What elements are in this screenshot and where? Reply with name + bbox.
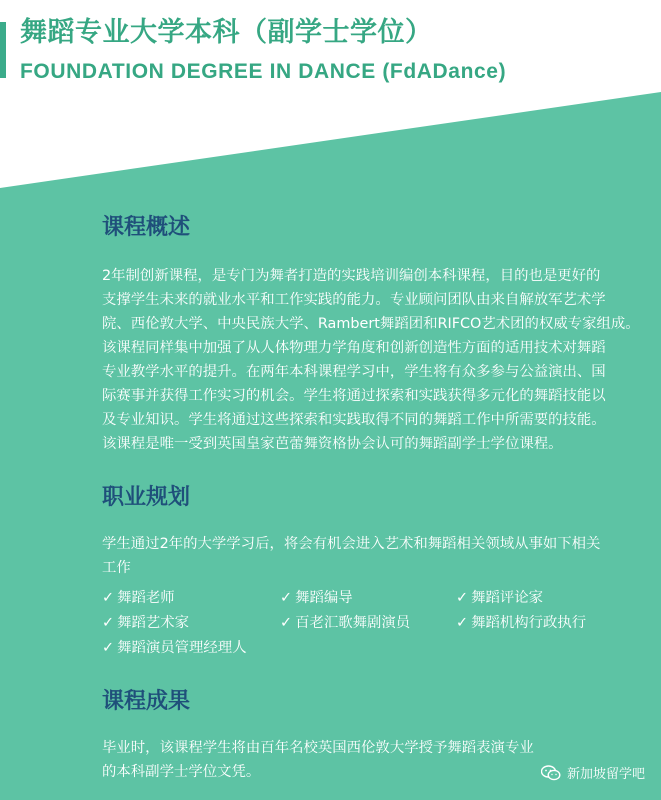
check-icon: ✓: [102, 640, 115, 656]
check-icon: ✓: [280, 615, 293, 631]
wechat-icon: [541, 765, 561, 781]
watermark: [541, 763, 645, 782]
outcome-line: 的本科副学士学位文凭。: [102, 764, 261, 780]
check-icon: ✓: [102, 615, 115, 631]
career-item: ✓ 舞蹈编导: [280, 590, 353, 606]
page-subtitle: FOUNDATION DEGREE IN DANCE (FdADance): [20, 60, 507, 83]
overview-heading: 课程概述: [102, 215, 191, 240]
career-item: ✓ 舞蹈评论家: [456, 590, 544, 606]
career-item: ✓ 舞蹈艺术家: [102, 615, 190, 631]
check-icon: ✓: [102, 590, 115, 606]
check-icon: ✓: [280, 590, 293, 606]
career-item: ✓ 舞蹈演员管理经理人: [102, 640, 247, 656]
outcome-line: 毕业时，该课程学生将由百年名校英国西伦敦大学授予舞蹈表演专业: [102, 740, 534, 756]
overview-line: 支撑学生未来的就业水平和工作实践的能力。专业顾问团队由来自解放军艺术学: [102, 292, 606, 308]
overview-line: 该课程是唯一受到英国皇家芭蕾舞资格协会认可的舞蹈副学士学位课程。: [102, 436, 563, 452]
career-item: ✓ 百老汇歌舞剧演员: [280, 615, 411, 631]
watermark-text: 新加坡留学吧: [566, 767, 645, 782]
overview-line: 2年制创新课程，是专门为舞者打造的实践培训编创本科课程，目的也是更好的: [102, 268, 601, 284]
overview-line: 及专业知识。学生将通过这些探索和实践取得不同的舞蹈工作中所需要的技能。: [102, 412, 606, 428]
outcome-heading: 课程成果: [102, 689, 191, 714]
overview-line: 专业教学水平的提升。在两年本科课程学习中，学生将有众多参与公益演出、国: [102, 364, 606, 380]
overview-line: 际赛事并获得工作实习的机会。学生将通过探索和实践获得多元化的舞蹈技能以: [102, 388, 606, 404]
overview-line: 院、西伦敦大学、中央民族大学、Rambert舞蹈团和RIFCO艺术团的权威专家组成。: [102, 316, 640, 332]
accent-bar: [0, 22, 6, 78]
career-intro: [102, 532, 642, 580]
career-item: ✓ 舞蹈机构行政执行: [456, 615, 587, 631]
career-intro-line: 学生通过2年的大学学习后，将会有机会进入艺术和舞蹈相关领域从事如下相关: [102, 536, 601, 552]
overview-paragraph: [102, 264, 642, 456]
career-item: ✓ 舞蹈老师: [102, 590, 175, 606]
overview-line: 该课程同样集中加强了从人体物理力学角度和创新创造性方面的适用技术对舞蹈: [102, 340, 606, 356]
career-heading: 职业规划: [102, 485, 191, 510]
check-icon: ✓: [456, 615, 469, 631]
page-title: 舞蹈专业大学本科（副学士学位）: [20, 17, 433, 48]
check-icon: ✓: [456, 590, 469, 606]
career-intro-line: 工作: [102, 560, 131, 576]
